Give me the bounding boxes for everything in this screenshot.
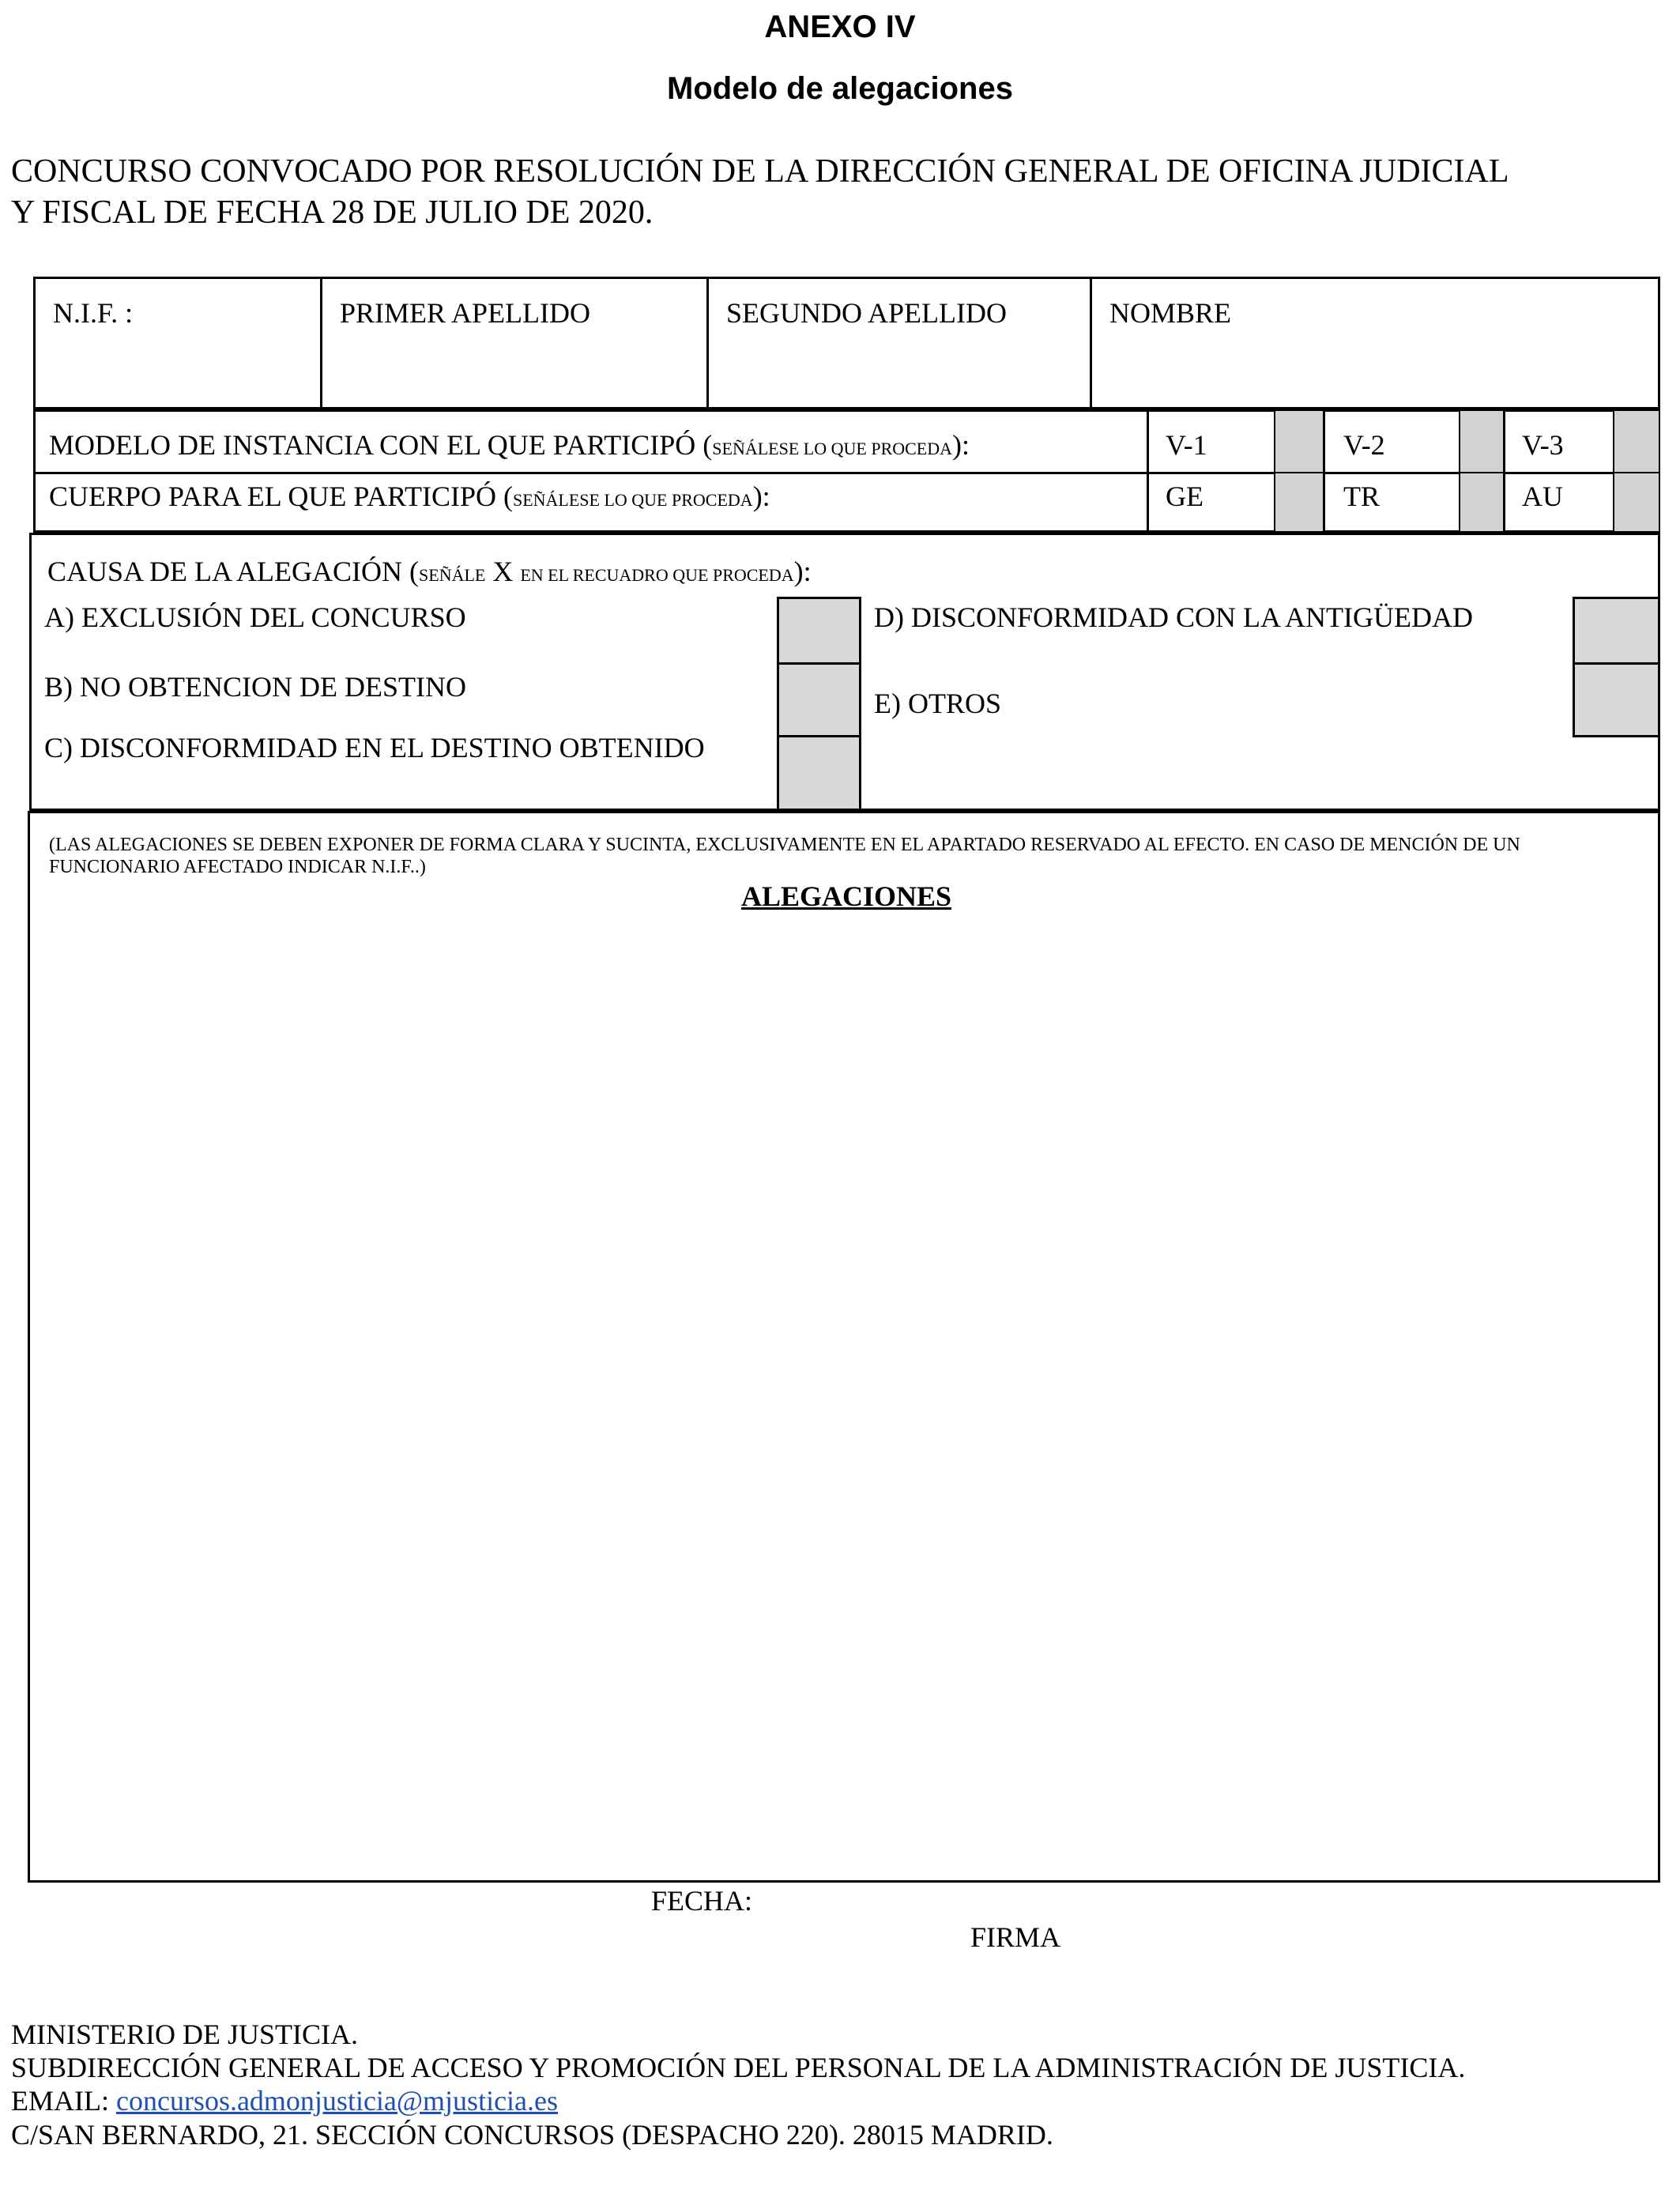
cause-e-checkbox[interactable] — [1573, 662, 1660, 737]
row-divider — [33, 472, 1660, 474]
intro-line-2: Y FISCAL DE FECHA 28 DE JULIO DE 2020. — [11, 194, 654, 231]
email-link[interactable]: concursos.admonjusticia@mjusticia.es — [115, 2085, 559, 2117]
name-cell[interactable] — [1090, 277, 1660, 409]
footer-address: C/SAN BERNARDO, 21. SECCIÓN CONCURSOS (DESPACHO 220). 28015 MADRID. — [11, 2119, 1053, 2151]
corps-au-checkbox[interactable] — [1613, 472, 1660, 533]
cause-option-b: B) NO OBTENCION DE DESTINO — [44, 671, 466, 703]
form-subtitle: Modelo de alegaciones — [667, 71, 1013, 106]
annex-title: ANEXO IV — [764, 9, 916, 44]
cause-option-a: A) EXCLUSIÓN DEL CONCURSO — [44, 601, 466, 633]
intro-line-1: CONCURSO CONVOCADO POR RESOLUCIÓN DE LA DIRECCIÓN GENERAL DE OFICINA JUDICIAL — [11, 153, 1509, 190]
cause-a-checkbox[interactable] — [777, 597, 861, 665]
first-surname-cell[interactable] — [320, 277, 709, 409]
allegations-title: ALEGACIONES — [740, 880, 952, 912]
nif-cell[interactable] — [33, 277, 322, 409]
second-surname-cell[interactable] — [706, 277, 1092, 409]
footer-subdirectorate: SUBDIRECCIÓN GENERAL DE ACCESO Y PROMOCIÓN DEL PERSONAL DE LA ADMINISTRACIÓN DE JUSTICIA. — [11, 2052, 1466, 2083]
allegations-instructions: (LAS ALEGACIONES SE DEBEN EXPONER DE FORMA CLARA Y SUCINTA, EXCLUSIVAMENTE EN EL APARTADO RESERVADO AL EFECTO. EN CASO DE MENCIÓN DE UN FUNCIONARIO AFECTADO INDICAR N.I.F..) — [49, 835, 1520, 877]
cause-label: CAUSA DE LA ALEGACIÓN (SEÑÁLE X EN EL RECUADRO QUE PROCEDA): — [47, 556, 812, 587]
column-divider — [1147, 409, 1149, 533]
second-surname-label: SEGUNDO APELLIDO — [726, 297, 1007, 329]
model-label: MODELO DE INSTANCIA CON EL QUE PARTICIPÓ (SEÑÁLESE LO QUE PROCEDA): — [49, 429, 970, 461]
model-option-v1: V-1 — [1166, 429, 1207, 461]
cause-d-checkbox[interactable] — [1573, 597, 1660, 665]
model-v3-checkbox[interactable] — [1613, 409, 1660, 473]
nif-label: N.I.F. : — [53, 297, 134, 329]
cause-c-checkbox[interactable] — [777, 735, 861, 811]
name-label: NOMBRE — [1109, 297, 1232, 329]
cause-option-d: D) DISCONFORMIDAD CON LA ANTIGÜEDAD — [874, 601, 1474, 633]
date-label: FECHA: — [651, 1885, 753, 1917]
corps-option-au: AU — [1522, 481, 1563, 512]
allegations-box[interactable] — [28, 811, 1660, 1883]
corps-option-ge: GE — [1166, 481, 1203, 512]
first-surname-label: PRIMER APELLIDO — [340, 297, 591, 329]
corps-label: CUERPO PARA EL QUE PARTICIPÓ (SEÑÁLESE LO QUE PROCEDA): — [49, 481, 770, 512]
cause-option-c: C) DISCONFORMIDAD EN EL DESTINO OBTENIDO — [44, 732, 705, 763]
cause-b-checkbox[interactable] — [777, 662, 861, 737]
corps-tr-checkbox[interactable] — [1459, 472, 1505, 533]
model-option-v2: V-2 — [1343, 429, 1385, 461]
footer-email: EMAIL: concursos.admonjusticia@mjusticia.es — [11, 2085, 559, 2117]
signature-label: FIRMA — [970, 1921, 1061, 1953]
corps-option-tr: TR — [1343, 481, 1381, 512]
corps-ge-checkbox[interactable] — [1274, 472, 1324, 533]
model-option-v3: V-3 — [1522, 429, 1564, 461]
model-v2-checkbox[interactable] — [1459, 409, 1505, 473]
footer-ministry: MINISTERIO DE JUSTICIA. — [11, 2019, 358, 2050]
cause-option-e: E) OTROS — [874, 688, 1001, 719]
model-v1-checkbox[interactable] — [1274, 409, 1324, 473]
